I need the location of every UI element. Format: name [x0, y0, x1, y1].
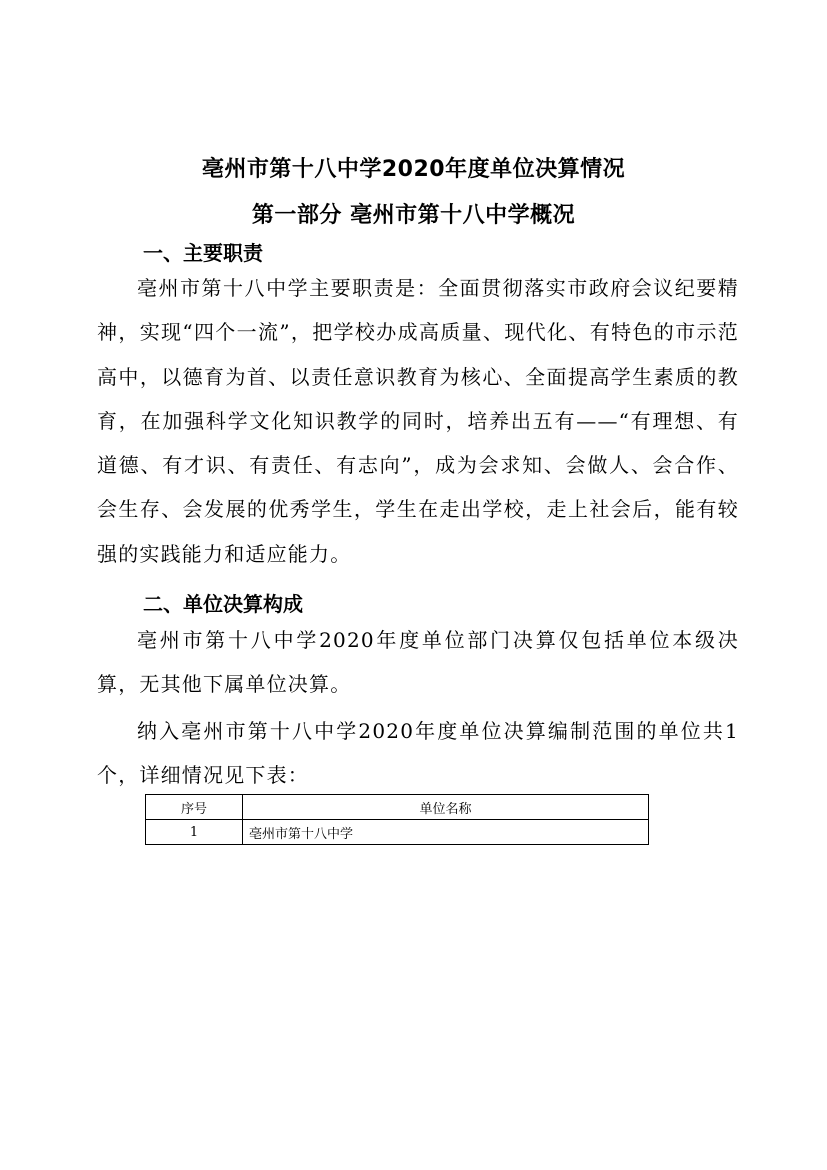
part-title: 第一部分 亳州市第十八中学概况 — [251, 203, 576, 228]
table-cell-serial: 1 — [146, 820, 243, 845]
column-header-serial: 序号 — [146, 795, 243, 820]
duties-paragraph: 亳州市第十八中学主要职责是：全面贯彻落实市政府会议纪要精神，实现“四个一流”，把学校办成高质量、现代化、有特色的市示范高中，以德育为首、以责任意识教育为核心、全面提高学生素质的教育，在加强科学文化知识教学的同时，培养出五有——“有理想、有道德、有才识、有责任、有志向”，成为会求知、会做人、会合作、会生存、会发展的优秀学生，学生在走出学校，走上社会后，能有较强的实践能力和适应能力。 — [97, 276, 739, 566]
table-row — [146, 820, 649, 845]
composition-paragraph: 亳州市第十八中学2020年度单位部门决算仅包括单位本级决算，无其他下属单位决算。 — [97, 628, 739, 697]
scope-paragraph: 纳入亳州市第十八中学2020年度单位决算编制范围的单位共1个，详细情况见下表： — [97, 719, 739, 788]
table-header-row — [146, 795, 649, 820]
document-title: 亳州市第十八中学2020年度单位决算情况 — [201, 157, 626, 182]
table-cell-unit-name: 亳州市第十八中学 — [243, 820, 649, 845]
section-heading-composition: 二、单位决算构成 — [143, 592, 303, 616]
column-header-unit-name: 单位名称 — [243, 795, 649, 820]
section-heading-duties: 一、主要职责 — [143, 241, 263, 265]
unit-table — [145, 794, 649, 845]
